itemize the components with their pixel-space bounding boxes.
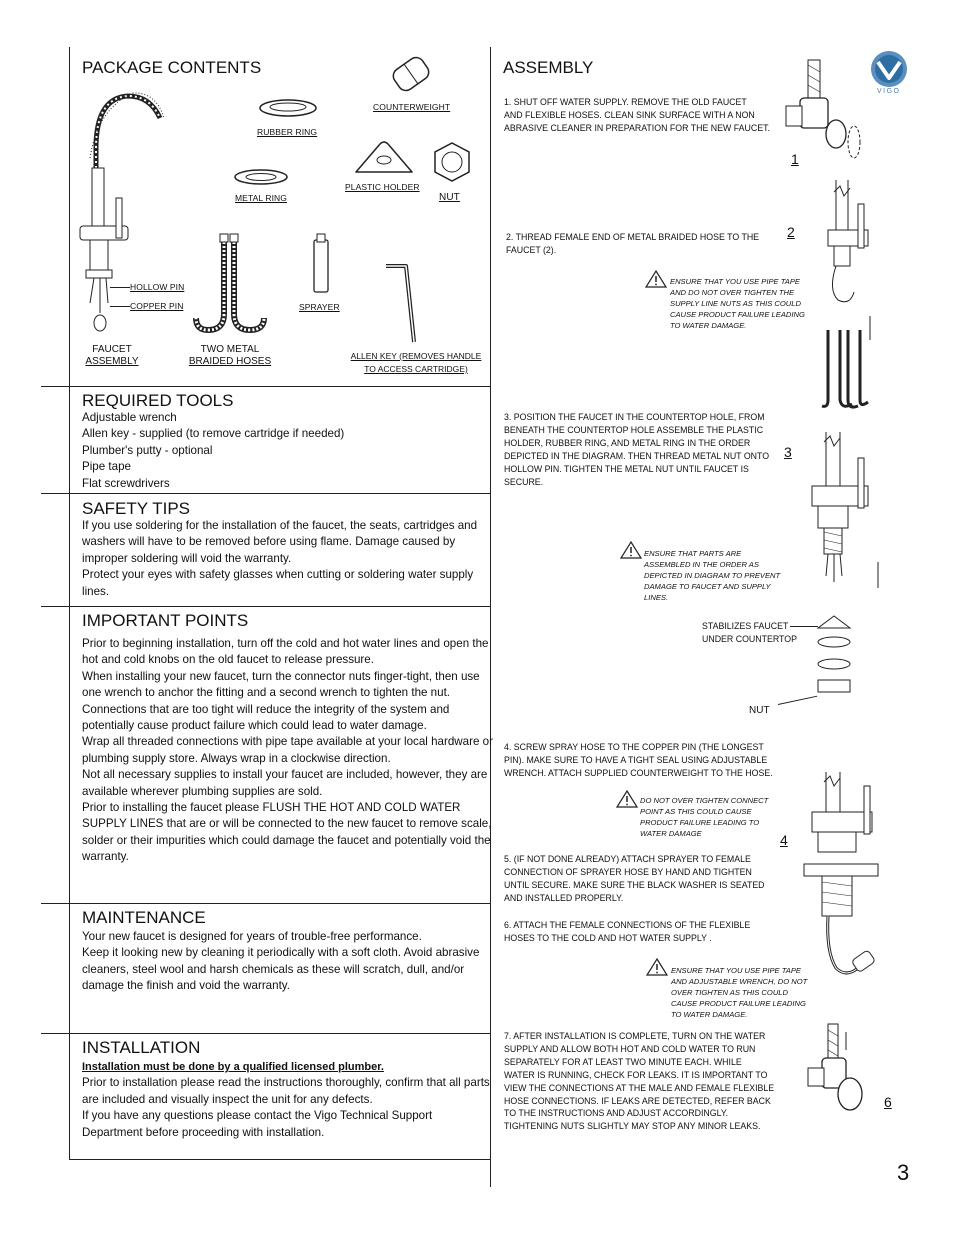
rubber-ring-drawing	[258, 98, 318, 118]
step-3-text	[504, 411, 769, 488]
stabilizes-label-1: STABILIZES FAUCET	[702, 621, 789, 631]
text-line: UNTIL SECURE. MAKE SURE THE BLACK WASHER IS SEATED	[504, 879, 765, 890]
copper-pin-leader	[110, 306, 130, 307]
text-line: warranty.	[82, 850, 129, 864]
braided-hoses-label	[180, 344, 280, 368]
text-line: SUPPLY AND ALLOW BOTH HOT AND COLD WATER TO RUN	[504, 1043, 756, 1054]
warning-3-text	[640, 795, 768, 839]
text-line: Keep it looking new by cleaning it periodically with a soft cloth. Avoid abrasive	[82, 946, 480, 960]
allen-key-label-2: TO ACCESS CARTRIDGE)	[364, 364, 468, 374]
metal-ring-drawing	[233, 168, 289, 186]
faucet-assembly-label	[78, 344, 146, 368]
text-line: washers will have to be removed before using flame. Damage caused by	[82, 535, 456, 549]
required-tools-list	[82, 410, 344, 492]
figure-number-1: 1	[791, 151, 799, 167]
text-line: available wherever plumbing supplies are sold.	[82, 784, 323, 798]
step-2-faucet-drawing	[814, 180, 886, 416]
text-line: 1. SHUT OFF WATER SUPPLY. REMOVE THE OLD FAUCET	[504, 97, 747, 107]
text-line: AND DO NOT OVER TIGHTEN THE	[670, 288, 795, 297]
text-line: SEPARATELY FOR AT LEAST TWO MINUTE EACH. WHILE	[504, 1056, 742, 1067]
text-line: TIGHTENING NUTS SLIGHTLY MAY STOP ANY MINOR LEAKS.	[504, 1121, 761, 1132]
text-line: DAMAGE TO FAUCET AND SUPPLY	[644, 582, 771, 591]
text-line: Wrap all threaded connections with pipe tape available at your local hardware or	[82, 735, 493, 749]
warning-4-text	[671, 965, 807, 1020]
important-points-text	[82, 636, 493, 866]
figure-number-3: 3	[784, 444, 792, 460]
text-line: ENSURE THAT PARTS ARE	[644, 549, 742, 558]
metal-ring-label: METAL RING	[235, 193, 288, 203]
text-line: DEPICTED IN DIAGRAM TO PREVENT	[644, 571, 781, 580]
brand-text: VIGO	[877, 88, 901, 95]
figure-number-4: 4	[780, 832, 788, 848]
installation-warning: Installation must be done by a qualified licensed plumber.	[82, 1061, 384, 1073]
text-line: TO WATER DAMAGE.	[671, 1010, 748, 1019]
text-line: solder or their impurities which could damage the faucet and potentially void the	[82, 833, 491, 847]
text-line: TO WATER DAMAGE.	[670, 321, 747, 330]
copper-pin-label: COPPER PIN	[130, 301, 184, 311]
rubber-ring-label: RUBBER RING	[257, 127, 318, 137]
text-line: are included and visually inspect the unit for any defects.	[82, 1092, 373, 1106]
counterweight-drawing	[388, 54, 434, 94]
text-line: CONNECTION OF SPRAYER HOSE BY HAND AND TIGHTEN	[504, 866, 752, 877]
package-contents-title: PACKAGE CONTENTS	[82, 58, 262, 77]
text-line: Prior to beginning installation, turn off the cold and hot water lines and open the	[82, 637, 489, 650]
faucet-assembly-label-1: FAUCET	[92, 344, 132, 355]
sprayer-drawing	[311, 232, 331, 294]
text-line: improper soldering will void the warranty.	[82, 551, 292, 565]
maintenance-text	[82, 929, 479, 995]
text-line: ENSURE THAT YOU USE PIPE TAPE	[670, 277, 800, 286]
left-border	[69, 47, 70, 1160]
faucet-assembly-label-2: ASSEMBLY	[85, 356, 139, 367]
tool-item: Plumber's putty - optional	[82, 443, 213, 457]
text-line: CAUSE PRODUCT FAILURE LEADING	[670, 310, 805, 319]
text-line: CAUSE PRODUCT FAILURE LEADING	[671, 999, 806, 1008]
text-line: plumbing supply store. Always wrap in a clockwise direction.	[82, 751, 391, 765]
warning-1-text	[670, 276, 805, 331]
warning-icon	[620, 541, 642, 559]
stabilizes-leader	[790, 626, 818, 627]
divider-maintenance	[41, 903, 490, 904]
text-line: hot and cold knobs on the old faucet to release pressure.	[82, 653, 374, 667]
text-line: BENEATH THE COUNTERTOP HOLE ASSEMBLE THE PLASTIC	[504, 424, 764, 435]
installation-title: INSTALLATION	[82, 1038, 201, 1057]
tool-item: Pipe tape	[82, 460, 131, 474]
tool-item: Flat screwdrivers	[82, 476, 170, 490]
figure-number-6: 6	[884, 1094, 892, 1110]
center-divider	[490, 47, 491, 1187]
text-line: 3. POSITION THE FAUCET IN THE COUNTERTOP HOLE, FROM	[504, 412, 765, 422]
text-line: 2. THREAD FEMALE END OF METAL BRAIDED HOSE TO THE	[506, 232, 760, 242]
sprayer-label: SPRAYER	[299, 302, 340, 312]
text-line: potentially cause product failure which could lead to water damage.	[82, 719, 427, 733]
step-3-faucet-drawing	[806, 432, 886, 712]
text-line: ENSURE THAT YOU USE PIPE TAPE	[671, 966, 801, 975]
plastic-holder-drawing	[352, 140, 416, 176]
text-line: WATER IS RUNNING, CHECK FOR LEAKS. IT IS IMPORTANT TO	[504, 1069, 768, 1080]
text-line: SECURE.	[504, 476, 544, 487]
text-line: SUPPLY LINE NUTS AS THIS COULD	[670, 299, 801, 308]
safety-tips-text	[82, 518, 477, 600]
text-line: If you use soldering for the installation of the faucet, the seats, cartridges and	[82, 519, 478, 532]
text-line: HOSES TO THE COLD AND HOT WATER SUPPLY .	[504, 932, 712, 943]
text-line: LINES.	[644, 593, 669, 602]
braided-hoses-label-1: TWO METAL	[200, 344, 260, 355]
hollow-pin-leader	[110, 287, 130, 288]
stabilizes-label	[702, 620, 797, 645]
allen-key-label-1: ALLEN KEY (REMOVES HANDLE	[350, 351, 482, 361]
warning-icon	[646, 958, 668, 976]
text-line: Not all necessary supplies to install your faucet are included, however, they are	[82, 768, 488, 782]
text-line: Protect your eyes with safety glasses when cutting or soldering water supply	[82, 568, 474, 582]
divider-bottom	[69, 1159, 490, 1160]
text-line: AND FLEXIBLE HOSES. CLEAN SINK SURFACE WITH A NON	[504, 109, 755, 120]
text-line: Your new faucet is designed for years of trouble-free performance.	[82, 930, 422, 943]
stabilizes-label-2: UNDER COUNTERTOP	[702, 633, 797, 644]
nut-callout: NUT	[749, 705, 770, 716]
text-line: If you have any questions please contact the Vigo Technical Support	[82, 1109, 433, 1123]
step-1-text	[504, 96, 770, 135]
text-line: lines.	[82, 584, 110, 598]
text-line: ASSEMBLED IN THE ORDER AS	[644, 560, 759, 569]
text-line: 6. ATTACH THE FEMALE CONNECTIONS OF THE FLEXIBLE	[504, 920, 751, 930]
text-line: SUPPLY LINES that are or will be connected to the new faucet to remove scale,	[82, 817, 492, 831]
step-6-valve-drawing	[800, 1024, 872, 1124]
divider-important	[41, 606, 490, 607]
installation-text	[82, 1059, 490, 1141]
divider-safety	[41, 493, 490, 494]
nut-drawing	[431, 141, 473, 183]
step-5-text	[504, 853, 765, 905]
text-line: ABRASIVE CLEANER IN PREPARATION FOR THE NEW FAUCET.	[504, 122, 770, 133]
warning-icon	[616, 790, 638, 808]
important-points-title: IMPORTANT POINTS	[82, 611, 249, 630]
step-6-text	[504, 919, 750, 945]
tool-item: Adjustable wrench	[82, 411, 177, 424]
maintenance-title: MAINTENANCE	[82, 908, 206, 927]
hollow-pin-label: HOLLOW PIN	[130, 282, 185, 292]
required-tools-title: REQUIRED TOOLS	[82, 391, 234, 410]
text-line: VIEW THE CONNECTIONS AT THE MALE AND FEMALE FLEXIBLE	[504, 1082, 775, 1093]
text-line: FAUCET (2).	[506, 244, 557, 255]
divider-tools	[41, 386, 490, 387]
page-number: 3	[897, 1160, 910, 1185]
text-line: DO NOT OVER TIGHTEN CONNECT	[640, 796, 769, 805]
plastic-holder-label: PLASTIC HOLDER	[345, 182, 420, 192]
step-7-text	[504, 1030, 774, 1133]
step-4-text	[504, 741, 773, 780]
allen-key-label	[344, 350, 488, 376]
text-line: POINT AS THIS COULD CAUSE	[640, 807, 752, 816]
allen-key-drawing	[384, 262, 424, 346]
tool-item: Allen key - supplied (to remove cartridge if needed)	[82, 427, 345, 441]
text-line: Prior to installation please read the instructions thoroughly, confirm that all parts	[82, 1076, 490, 1090]
counterweight-label: COUNTERWEIGHT	[373, 102, 451, 112]
text-line: WATER DAMAGE	[640, 829, 702, 838]
divider-installation	[41, 1033, 490, 1034]
text-line: AND ADJUSTABLE WRENCH, DO NOT	[671, 977, 808, 986]
text-line: Department before proceeding with installation.	[82, 1125, 325, 1139]
warning-2-text	[644, 548, 780, 603]
text-line: one wrench to anchor the fitting and a second wrench to tighten the nut.	[82, 686, 451, 700]
text-line: cleaners, steel wool and harsh chemicals as these will scratch, dull, and/or	[82, 962, 465, 976]
text-line: PIN). MAKE SURE TO HAVE A TIGHT SEAL USING ADJUSTABLE	[504, 754, 768, 765]
nut-label: NUT	[439, 192, 460, 203]
text-line: 4. SCREW SPRAY HOSE TO THE COPPER PIN (THE LONGEST	[504, 742, 764, 752]
braided-hoses-label-2: BRAIDED HOSES	[188, 356, 272, 367]
text-line: HOLDER, RUBBER RING, AND METAL RING IN THE ORDER	[504, 437, 751, 448]
text-line: OVER TIGHTEN AS THIS COULD	[671, 988, 789, 997]
text-line: TO THE INSTRUCTIONS AND ADJUST ACCORDINGLY.	[504, 1108, 729, 1119]
text-line: AND INSTALLED PROPERLY.	[504, 892, 624, 903]
text-line: When installing your new faucet, turn the connector nuts finger-tight, then use	[82, 669, 480, 683]
text-line: 7. AFTER INSTALLATION IS COMPLETE, TURN ON THE WATER	[504, 1031, 766, 1041]
step-2-text	[506, 231, 759, 257]
text-line: WRENCH. ATTACH SUPPLIED COUNTERWEIGHT TO THE HOSE.	[504, 767, 773, 778]
text-line: Connections that are too tight will reduce the integrity of the system and	[82, 702, 450, 716]
text-line: HOSE CONNECTIONS. IF LEAKS ARE DETECTED, REFER BACK	[504, 1095, 771, 1106]
figure-number-2: 2	[787, 224, 795, 240]
warning-icon	[645, 270, 667, 288]
text-line: Prior to installing the faucet please FLUSH THE HOT AND COLD WATER	[82, 801, 461, 815]
text-line: 5. (IF NOT DONE ALREADY) ATTACH SPRAYER TO FEMALE	[504, 854, 751, 864]
text-line: DEPICTED IN THE DIAGRAM. THEN THREAD METAL NUT ONTO	[504, 450, 770, 461]
text-line: PRODUCT FAILURE LEADING TO	[640, 818, 760, 827]
assembly-title: ASSEMBLY	[503, 58, 594, 77]
step-4-faucet-drawing	[800, 772, 884, 1002]
safety-tips-title: SAFETY TIPS	[82, 499, 191, 518]
braided-hoses-drawing	[188, 234, 272, 340]
text-line: damage the finish and void the warranty.	[82, 979, 290, 993]
text-line: HOLLOW PIN. TIGHTEN THE METAL NUT UNTIL FAUCET IS	[504, 463, 749, 474]
